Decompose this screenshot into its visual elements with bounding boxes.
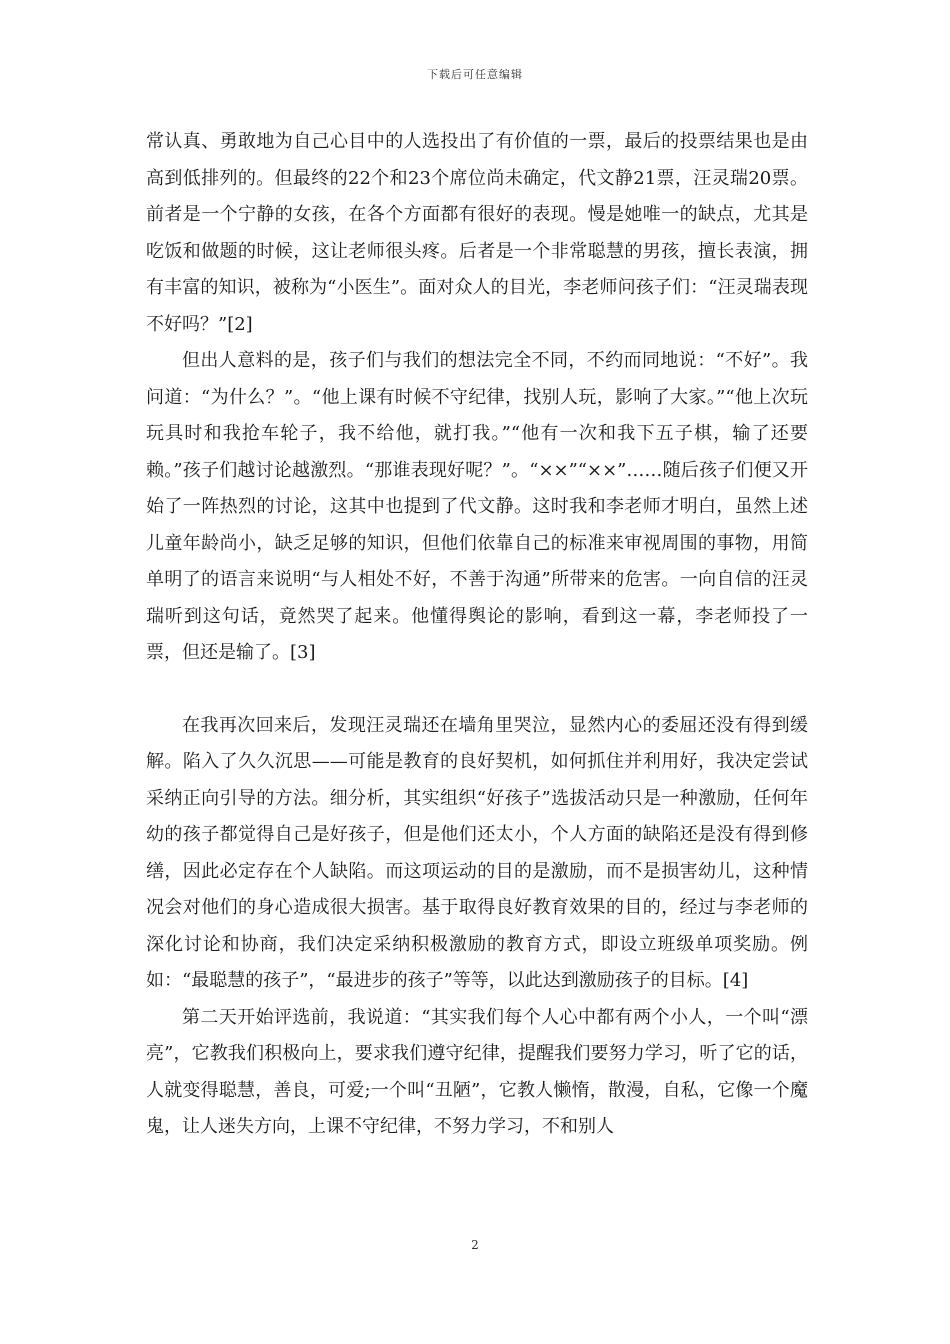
page-number: 2 <box>471 1238 479 1252</box>
paragraph-2: 但出人意料的是，孩子们与我们的想法完全不同，不约而同地说：“不好”。我问道：“为什么？”。“他上课有时候不守纪律，找别人玩，影响了大家。”“他上次玩玩具时和我抢车轮子，我不给他，就打我。”“他有一次和我下五子棋，输了还要赖。”孩子们越讨论越激烈。“那谁表现好呢？”。“××”“××”……随后孩子们便又开始了一阵热烈的讨论，这其中也提到了代文静。这时我和李老师才明白，虽然上述儿童年龄尚小，缺乏足够的知识，但他们依靠自己的标准来审视周围的事物，用简单明了的语言来说明“与人相处不好，不善于沟通”所带来的危害。一向自信的汪灵瑞听到这句话，竟然哭了起来。他懂得舆论的影响，看到这一幕，李老师投了一票，但还是输了。[3] <box>146 350 808 663</box>
paragraph-3: 在我再次回来后，发现汪灵瑞还在墙角里哭泣，显然内心的委屈还没有得到缓解。陷入了久久沉思——可能是教育的良好契机，如何抓住并利用好，我决定尝试采纳正向引导的方法。细分析，其实组织“好孩子”选拔活动只是一种激励，任何年幼的孩子都觉得自己是好孩子，但是他们还太小，个人方面的缺陷还是没有得到修缮，因此必定存在个人缺陷。而这项运动的目的是激励，而不是损害幼儿，这种情况会对他们的身心造成很大损害。基于取得良好教育效果的目的，经过与李老师的深化讨论和协商，我们决定采纳积极激励的教育方式，即设立班级单项奖励。例如：“最聪慧的孩子”，“最进步的孩子”等等，以此达到激励孩子的目标。[4] <box>146 714 808 991</box>
paragraph-1: 常认真、勇敢地为自己心目中的人选投出了有价值的一票，最后的投票结果也是由高到低排列的。但最终的22个和23个席位尚未确定，代文静21票，汪灵瑞20票。前者是一个宁静的女孩，在各个方面都有很好的表现。慢是她唯一的缺点，尤其是吃饭和做题的时候，这让老师很头疼。后者是一个非常聪慧的男孩，擅长表演，拥有丰富的知识，被称为“小医生”。面对众人的目光，李老师问孩子们：“汪灵瑞表现不好吗？”[2] <box>146 131 808 335</box>
paragraph-4: 第二天开始评选前，我说道：“其实我们每个人心中都有两个小人，一个叫“漂亮”，它教我们积极向上，要求我们遵守纪律，提醒我们要努力学习，听了它的话，人就变得聪慧，善良，可爱;一个叫“丑陋”，它教人懒惰，散漫，自私，它像一个魔鬼，让人迷失方向，上课不守纪律，不努力学习，不和别人 <box>146 1006 808 1137</box>
header-note: 下载后可任意编辑 <box>427 68 523 81</box>
paragraph-spacer <box>146 672 808 708</box>
document-body <box>146 124 808 1146</box>
